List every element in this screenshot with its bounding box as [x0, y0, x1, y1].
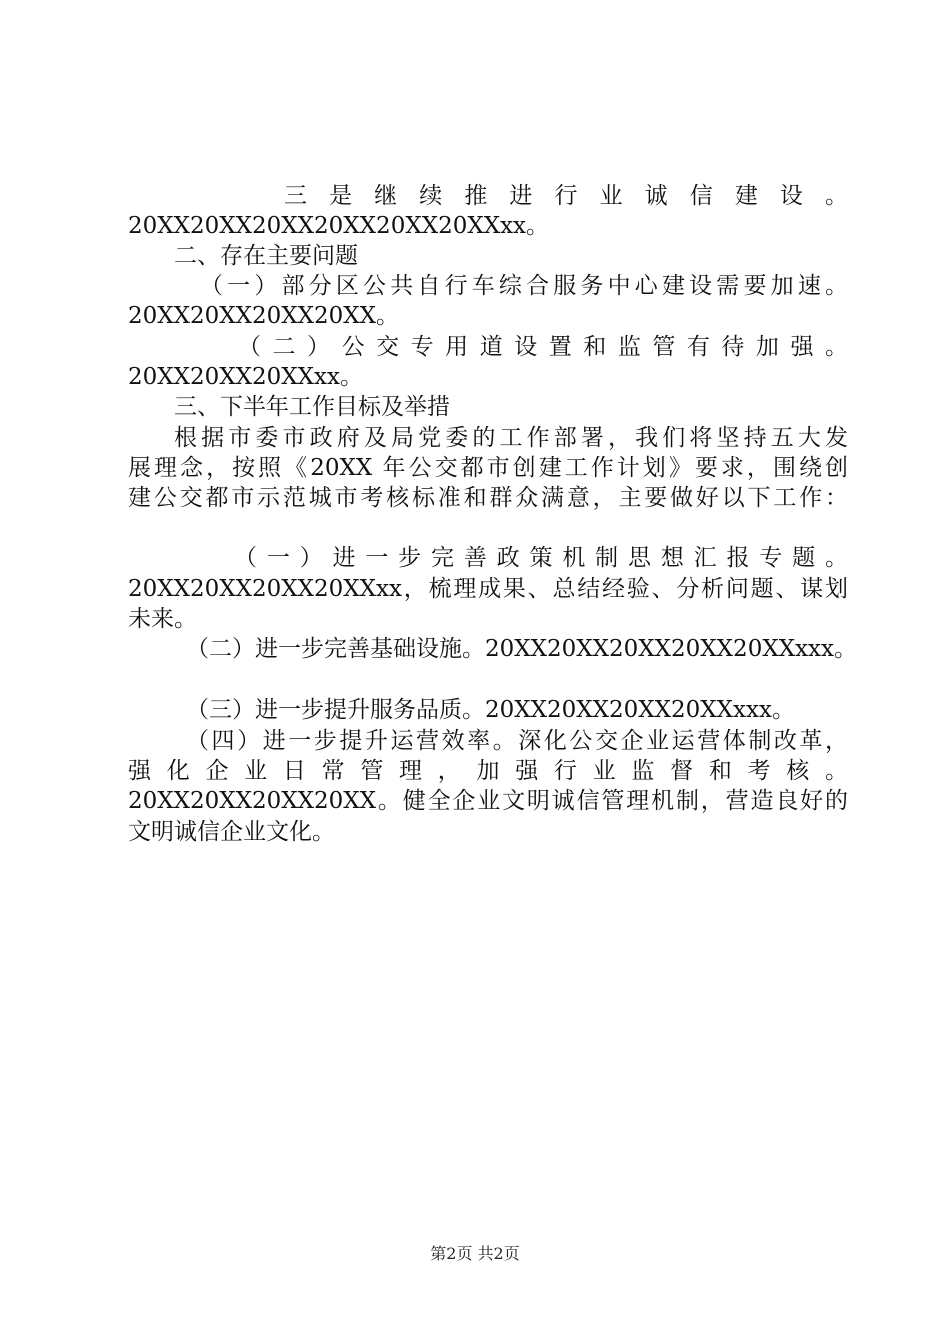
paragraph-line: （二）进一步完善基础设施。20XX20XX20XX20XX20XXxxx。: [186, 636, 857, 662]
paragraph-line: （一）部分区公共自行车综合服务中心建设需要加速。: [200, 273, 848, 299]
paragraph-line: 20XX20XX20XX20XX。: [128, 303, 400, 329]
section-heading: 三、下半年工作目标及举措: [174, 394, 450, 420]
paragraph-line: 建公交都市示范城市考核标准和群众满意，主要做好以下工作：: [128, 485, 848, 511]
paragraph-line: 展理念，按照《20XX 年公交都市创建工作计划》要求，围绕创: [128, 455, 848, 481]
paragraph-line: 文明诚信企业文化。: [128, 819, 335, 845]
paragraph-line: 20XX20XX20XXxx。: [128, 364, 363, 390]
section-heading: 二、存在主要问题: [174, 243, 358, 269]
page-number: 第2页 共2页: [430, 1244, 520, 1263]
paragraph-line: （ 二 ） 公 交 专 用 道 设 置 和 监 管 有 待 加 强 。: [238, 334, 848, 360]
paragraph-line: 未来。: [128, 606, 197, 632]
paragraph-line: 强 化 企 业 日 常 管 理 ， 加 强 行 业 监 督 和 考 核 。: [128, 758, 848, 784]
paragraph-line: 三 是 继 续 推 进 行 业 诚 信 建 设 。: [284, 183, 848, 209]
paragraph-line: 20XX20XX20XX20XXxx，梳理成果、总结经验、分析问题、谋划: [128, 576, 848, 602]
paragraph-line: 根据市委市政府及局党委的工作部署，我们将坚持五大发: [174, 425, 848, 451]
paragraph-line: 20XX20XX20XX20XX。健全企业文明诚信管理机制，营造良好的: [128, 788, 848, 814]
paragraph-line: （三）进一步提升服务品质。20XX20XX20XX20XXxxx。: [186, 697, 795, 723]
paragraph-line: 20XX20XX20XX20XX20XX20XXxx。: [128, 213, 550, 239]
paragraph-line: （四）进一步提升运营效率。深化公交企业运营体制改革，: [186, 728, 848, 754]
paragraph-line: （ 一 ） 进 一 步 完 善 政 策 机 制 思 想 汇 报 专 题 。: [234, 545, 848, 571]
